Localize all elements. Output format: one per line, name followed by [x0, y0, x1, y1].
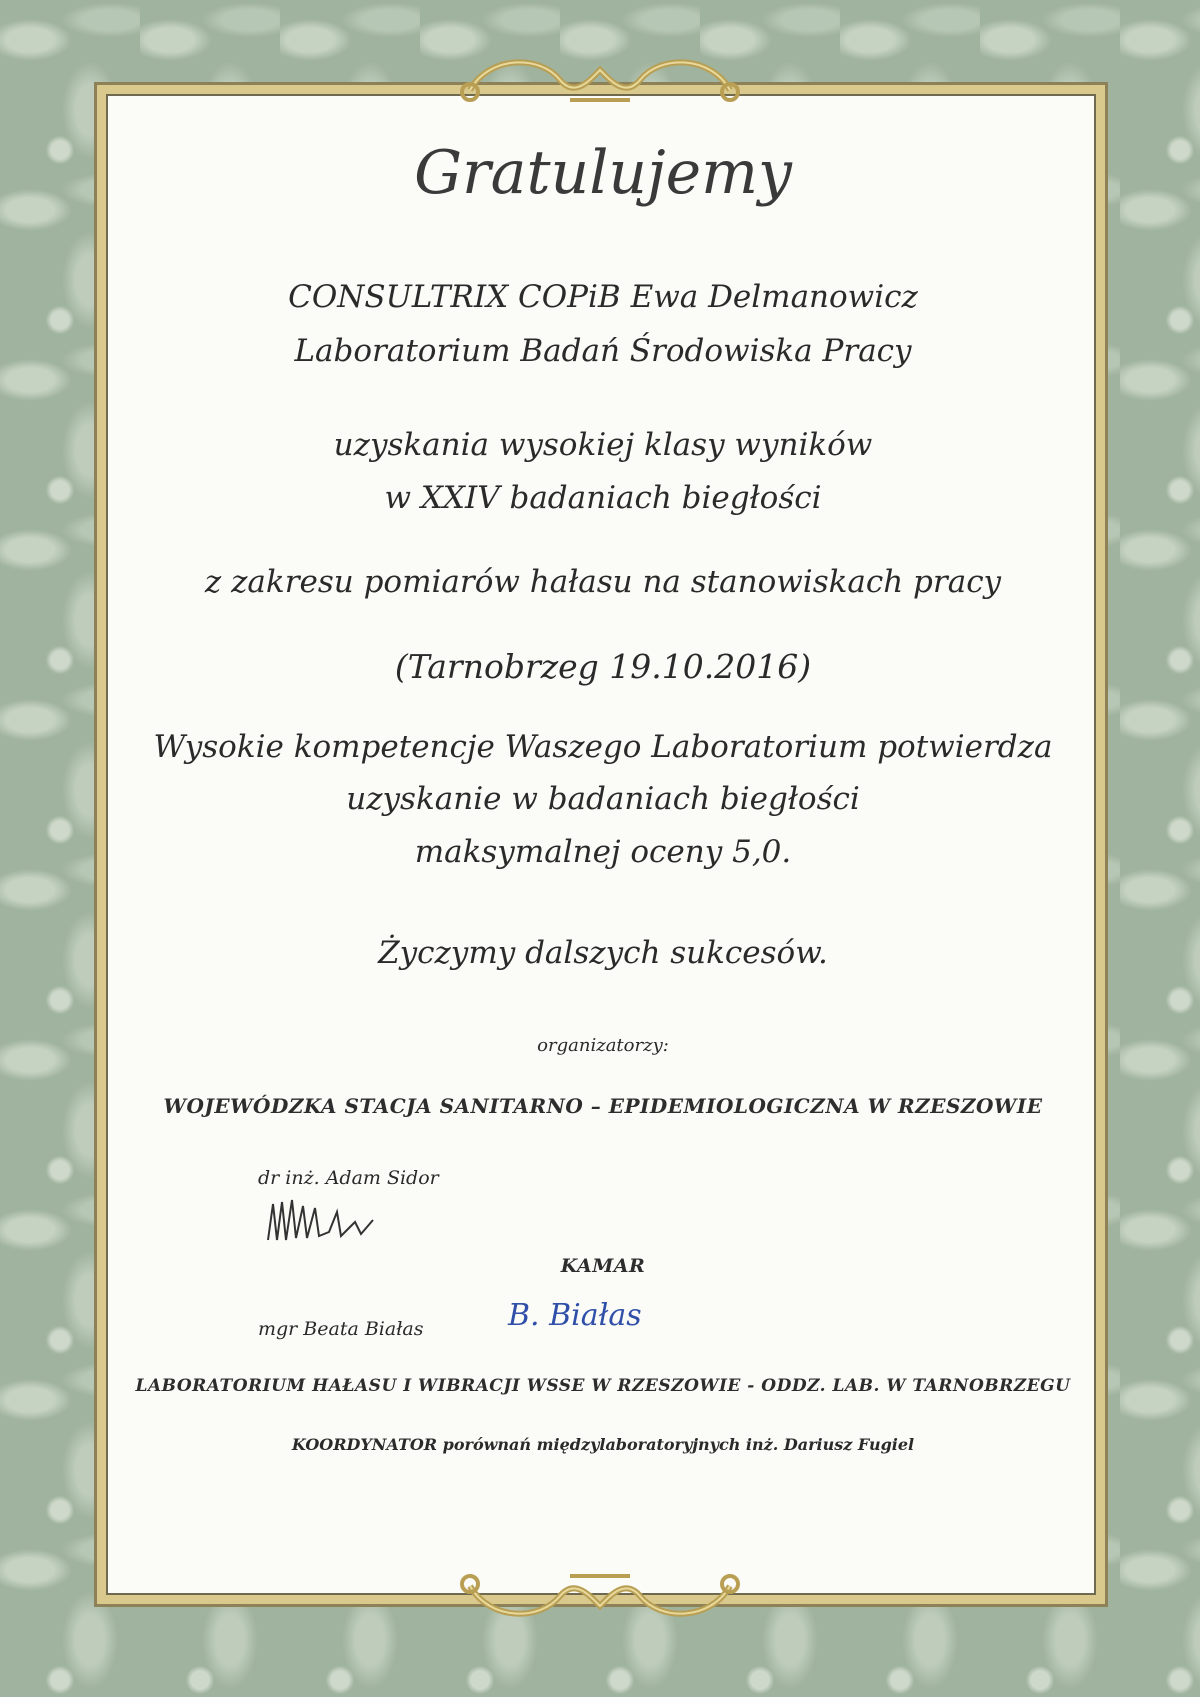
signer-1-name: dr inż. Adam Sidor — [258, 1167, 439, 1189]
bottom-ornament — [450, 1556, 750, 1626]
coordinator-details: porównań międzylaboratoryjnych inż. Dariusz Fugiel — [437, 1435, 915, 1454]
organizer-2: KAMAR — [560, 1255, 646, 1277]
competence-line-2: uzyskanie w badaniach biegłości — [346, 781, 860, 817]
certificate-title: Gratulujemy — [414, 138, 792, 208]
competence-line-3: maksymalnej oceny 5,0. — [414, 834, 792, 870]
achievement-line-2: w XXIV badaniach biegłości — [384, 480, 822, 516]
signer-2-name: mgr Beata Białas — [258, 1318, 424, 1340]
lab-line: LABORATORIUM HAŁASU I WIBRACJI WSSE W RZESZOWIE - ODDZ. LAB. W TARNOBRZEGU — [135, 1376, 1071, 1396]
organizers-label: organizatorzy: — [537, 1035, 669, 1056]
scope-line: z zakresu pomiarów hałasu na stanowiskach pracy — [204, 564, 1002, 600]
recipient-line-2: Laboratorium Badań Środowiska Pracy — [294, 333, 912, 369]
place-date: (Tarnobrzeg 19.10.2016) — [394, 647, 812, 686]
top-ornament — [450, 50, 750, 120]
recipient-line-1: CONSULTRIX COPiB Ewa Delmanowicz — [288, 279, 918, 315]
achievement-line-1: uzyskania wysokiej klasy wyników — [333, 427, 873, 463]
signature-1 — [263, 1192, 403, 1247]
competence-line-1: Wysokie kompetencje Waszego Laboratorium potwierdza — [153, 729, 1053, 765]
coordinator-line — [108, 1435, 1098, 1454]
organizer-1: WOJEWÓDZKA STACJA SANITARNO – EPIDEMIOLOGICZNA W RZESZOWIE — [163, 1094, 1043, 1118]
coordinator-prefix: KOORDYNATOR — [291, 1435, 438, 1454]
wishes-line: Życzymy dalszych sukcesów. — [378, 935, 828, 971]
signature-2: B. Białas — [508, 1298, 642, 1333]
